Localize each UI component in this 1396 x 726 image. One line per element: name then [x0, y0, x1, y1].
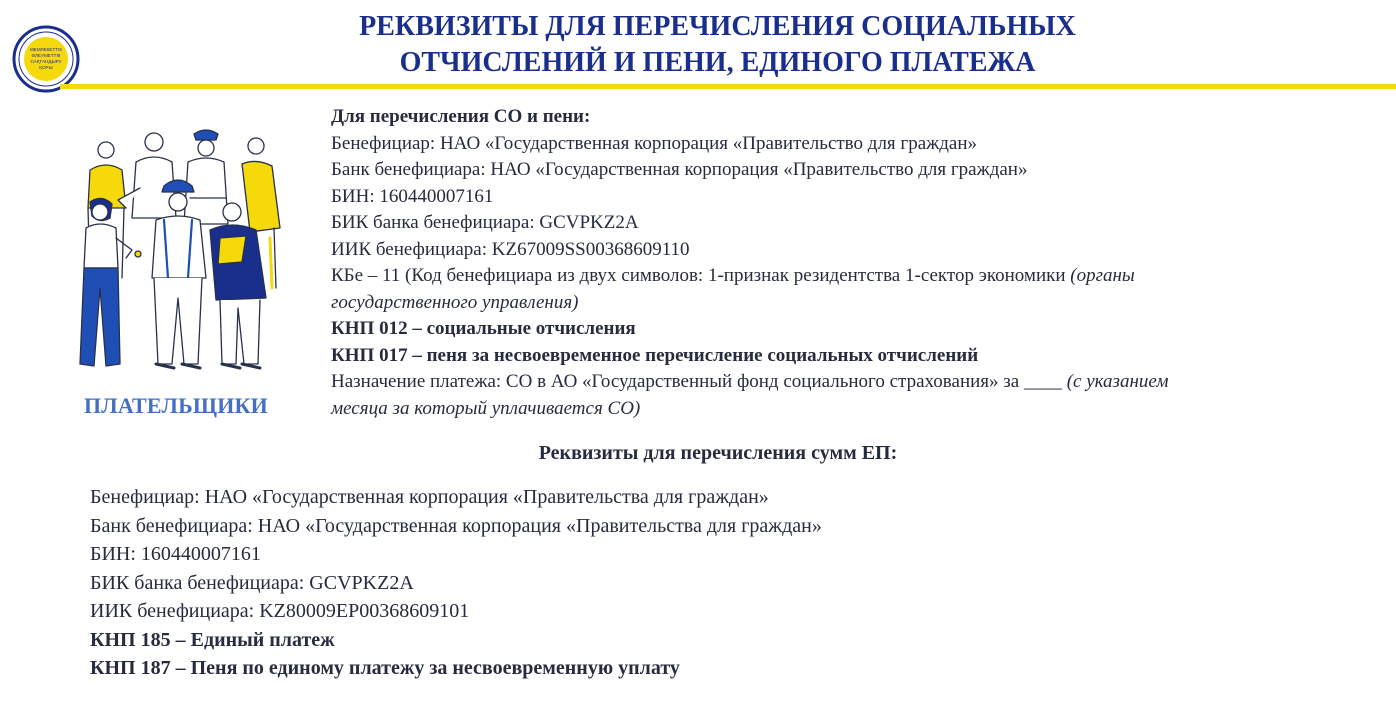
ep-bank: Банк бенефициара: НАО «Государственная корпорация «Правительства для граждан»: [90, 514, 822, 537]
co-purpose-text: Назначение платежа: СО в АО «Государственный фонд социального страхования» за ____: [331, 371, 1067, 392]
co-knp-017: КНП 017 – пеня за несвоевременное перечисление социальных отчислений: [331, 344, 979, 366]
page-title-line-1: РЕКВИЗИТЫ ДЛЯ ПЕРЕЧИСЛЕНИЯ СОЦИАЛЬНЫХ: [359, 11, 1076, 42]
co-kbe-text: КБе – 11 (Код бенефициара из двух символов: 1-признак резидентства 1-сектор экономики: [331, 265, 1071, 286]
co-kbe-note-continued: государственного управления): [331, 291, 579, 313]
logo-text-line-1: МЕМЛЕКЕТТІК: [29, 47, 63, 52]
logo-text-line-2: ӘЛЕУМЕТТІК: [31, 53, 61, 58]
co-bank: Банк бенефициара: НАО «Государственная корпорация «Правительство для граждан»: [331, 159, 1028, 180]
co-bik: БИК банка бенефициара: GCVPKZ2A: [331, 212, 639, 233]
ep-beneficiary: Бенефициар: НАО «Государственная корпорация «Правительства для граждан»: [90, 486, 769, 508]
payers-illustration: [60, 128, 292, 380]
ep-knp-185: КНП 185 – Единый платеж: [90, 628, 335, 651]
co-iik: ИИК бенефициара: KZ67009SS00368609110: [331, 238, 690, 260]
co-purpose: [331, 369, 1331, 396]
ep-knp-187: КНП 187 – Пеня по единому платежу за несвоевременную уплату: [90, 657, 680, 679]
co-kbe-note: (органы: [1070, 265, 1135, 286]
payers-caption: ПЛАТЕЛЬЩИКИ: [84, 393, 268, 418]
co-purpose-note: (с указанием: [1066, 371, 1169, 392]
page-title: [190, 9, 1245, 81]
header-divider: [60, 84, 1396, 89]
ep-heading: Реквизиты для перечисления сумм ЕП:: [538, 442, 898, 464]
group-of-workers-illustration-icon: [60, 128, 292, 380]
ep-bin: БИН: 160440007161: [90, 543, 261, 565]
co-purpose-note-continued: месяца за который уплачивается СО): [331, 397, 641, 419]
ep-bik: БИК банка бенефициара: GCVPKZ2A: [90, 571, 414, 594]
co-beneficiary: Бенефициар: НАО «Государственная корпорация «Правительство для граждан»: [331, 132, 978, 154]
co-bin: БИН: 160440007161: [331, 185, 494, 207]
fund-logo: [12, 25, 80, 93]
ep-iik: ИИК бенефициара: KZ80009EP00368609101: [90, 600, 470, 622]
page-title-line-2: ОТЧИСЛЕНИЙ И ПЕНИ, ЕДИНОГО ПЛАТЕЖА: [399, 47, 1036, 78]
fund-logo-icon: [12, 25, 80, 93]
co-knp-012: КНП 012 – социальные отчисления: [331, 318, 636, 339]
logo-text-line-3: САҚТАНДЫРУ: [30, 59, 62, 64]
co-requisites-block: [331, 104, 1331, 422]
co-heading: Для перечисления СО и пени:: [331, 106, 591, 127]
logo-text-line-4: ҚОРЫ: [39, 65, 53, 70]
co-kbe: [331, 263, 1331, 290]
ep-requisites-block: [90, 483, 1090, 683]
